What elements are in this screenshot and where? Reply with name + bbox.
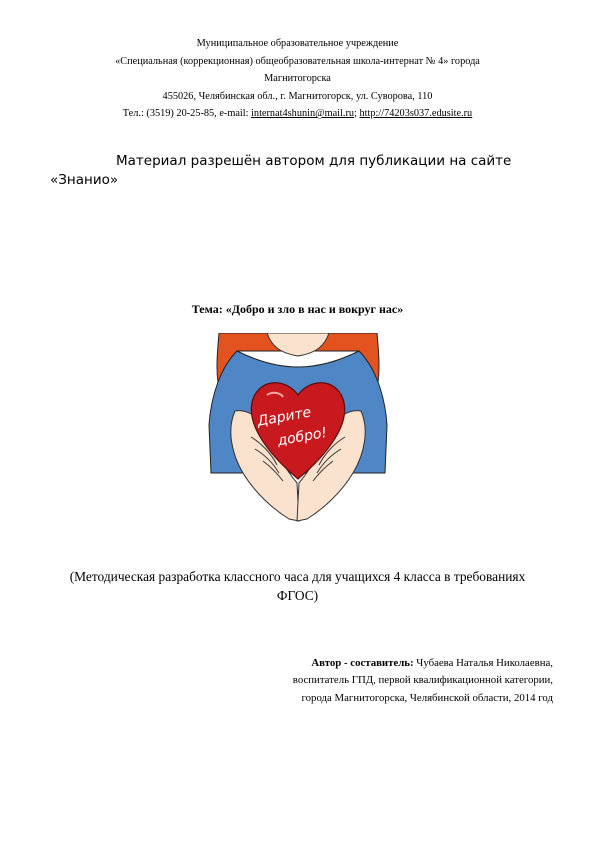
author-block [293, 655, 553, 707]
header-line-contacts [60, 105, 535, 123]
neck-shape [267, 333, 329, 356]
subtitle-line-1: (Методическая разработка классного часа для учащихся 4 класса в требованиях [69, 569, 526, 584]
header-line-address: 455026, Челябинская обл., г. Магнитогорск, ул. Суворова, 110 [162, 90, 433, 102]
header-phone: Тел.: (3519) 20-25-85, e-mail: [122, 108, 252, 120]
school-header [60, 35, 535, 123]
lesson-topic: Тема: «Добро и зло в нас и вокруг нас» [191, 302, 404, 316]
email-link[interactable]: internat4shunin@mail.ru [251, 108, 355, 120]
header-line-institution: Муниципальное образовательное учреждение [196, 38, 399, 49]
author-line-2: воспитатель ГПД, первой квалификационной категории, [292, 674, 553, 687]
author-line-3: города Магнитогорска, Челябинской области, 2014 год [301, 691, 553, 704]
author-label: Автор - составитель: [311, 657, 414, 669]
author-name: Чубаева Наталья Николаевна, [413, 657, 553, 669]
permission-line-2: «Знанио» [50, 172, 119, 188]
website-link[interactable]: http://74203s037.edusite.ru [359, 108, 473, 120]
permission-line-1: Материал разрешён автором для публикации на сайте [116, 153, 512, 169]
heart-text-1: Дарите [256, 404, 313, 430]
heart-text-2: добро! [276, 424, 329, 450]
contact-separator: ; [354, 108, 360, 120]
subtitle-line-2: ФГОС) [276, 588, 319, 603]
header-line-school-name: «Специальная (коррекционная) общеобразовательная школа-интернат № 4» города [115, 55, 480, 67]
heart-in-hands-illustration [207, 333, 389, 526]
author-line-1 [293, 655, 553, 672]
header-line-city: Магнитогорска [264, 73, 331, 85]
publication-permission [50, 152, 550, 190]
method-subtitle [40, 567, 555, 605]
